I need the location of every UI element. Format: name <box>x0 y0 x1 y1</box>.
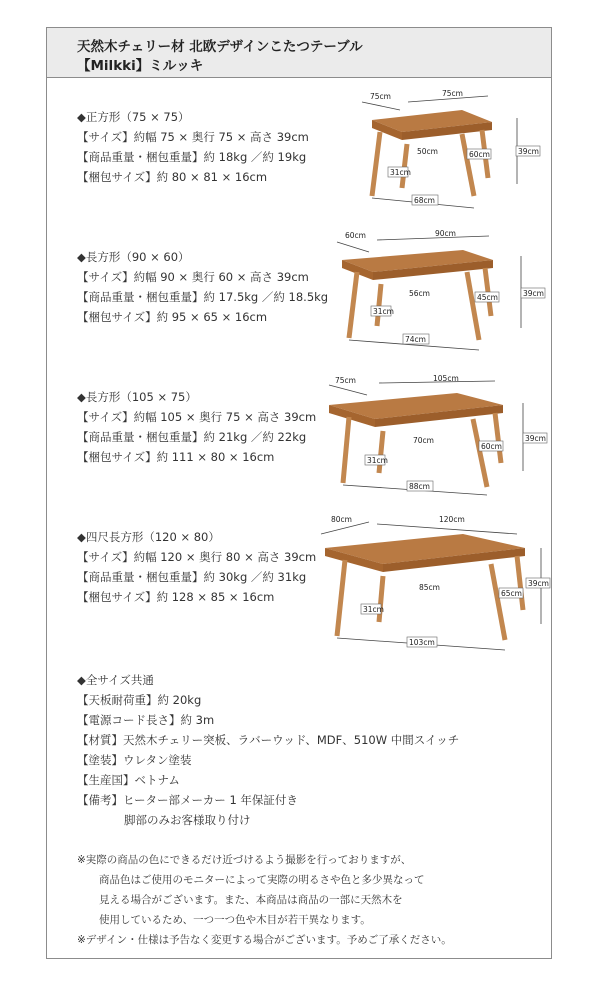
dim-depth: 80cm <box>331 515 352 524</box>
table-diagram-90x60 <box>297 226 552 351</box>
note-line: 使用しているため、一つ一つ色や木目が若干異なります。 <box>99 914 371 926</box>
dim-inner-width: 70cm <box>413 436 434 445</box>
origin-line: 【生産国】ベトナム <box>77 773 180 787</box>
size-line: 【サイズ】約幅 120 × 奥行 80 × 高さ 39cm <box>77 550 317 564</box>
spec-block-75x75 <box>77 107 309 187</box>
spec-block-120x80 <box>77 527 316 607</box>
note-line: ※実際の商品の色にできるだけ近づけるよう撮影を行っておりますが、 <box>77 854 412 866</box>
note-line: 見える場合がございます。また、本商品は商品の一部に天然木を <box>99 894 403 906</box>
dim-width: 90cm <box>435 229 456 238</box>
remarks-line-2: 脚部のみお客様取り付け <box>124 813 251 827</box>
spec-block-105x75 <box>77 387 316 467</box>
table-diagram-120x80 <box>287 512 552 652</box>
table-diagram-105x75 <box>287 371 552 496</box>
package-line: 【梱包サイズ】約 80 × 81 × 16cm <box>77 170 268 184</box>
dim-leg-height: 31cm <box>373 307 394 316</box>
dim-inner-depth: 60cm <box>481 442 502 451</box>
weight-line: 【商品重量・梱包重量】約 21kg ／約 22kg <box>77 430 307 444</box>
product-name: 【Milkki】ミルッキ <box>77 58 204 74</box>
dim-depth: 75cm <box>370 92 391 101</box>
model-heading: ◆長方形（90 × 60） <box>77 250 190 264</box>
dim-width: 75cm <box>442 89 463 98</box>
size-line: 【サイズ】約幅 90 × 奥行 60 × 高さ 39cm <box>77 270 309 284</box>
dim-inner-width: 50cm <box>417 147 438 156</box>
dim-height: 39cm <box>518 147 539 156</box>
dim-width: 105cm <box>433 374 459 383</box>
package-line: 【梱包サイズ】約 128 × 85 × 16cm <box>77 590 275 604</box>
table-leg <box>462 134 474 196</box>
dim-depth: 75cm <box>335 376 356 385</box>
dim-width: 120cm <box>439 515 465 524</box>
table-leg <box>372 132 380 196</box>
dim-height: 39cm <box>525 434 546 443</box>
model-heading: ◆正方形（75 × 75） <box>77 110 190 124</box>
weight-line: 【商品重量・梱包重量】約 30kg ／約 31kg <box>77 570 307 584</box>
weight-line: 【商品重量・梱包重量】約 18kg ／約 19kg <box>77 150 307 164</box>
dim-height: 39cm <box>528 579 549 588</box>
dim-leg-height: 31cm <box>390 168 411 177</box>
dim-height: 39cm <box>523 289 544 298</box>
weight-line: 【商品重量・梱包重量】約 17.5kg ／約 18.5kg <box>77 290 329 304</box>
dim-depth: 60cm <box>345 231 366 240</box>
table-leg <box>402 144 407 188</box>
dim-inner-depth: 65cm <box>501 589 522 598</box>
dim-leg-height: 31cm <box>367 456 388 465</box>
note-line: 商品色はご使用のモニターによって実際の明るさや色と多少異なって <box>99 874 425 886</box>
disclaimer-notes <box>77 850 452 950</box>
dim-base: 74cm <box>405 335 426 344</box>
dim-inner-width: 56cm <box>409 289 430 298</box>
cord-line: 【電源コード長さ】約 3m <box>77 713 215 727</box>
title-header <box>47 28 551 78</box>
model-heading: ◆長方形（105 × 75） <box>77 390 197 404</box>
common-heading: ◆全サイズ共通 <box>77 673 154 687</box>
note-line: ※デザイン・仕様は予告なく変更する場合がございます。予めご了承ください。 <box>77 934 452 946</box>
dim-leg-height: 31cm <box>363 605 384 614</box>
model-heading: ◆四尺長方形（120 × 80） <box>77 530 220 544</box>
spec-block-90x60 <box>77 247 328 327</box>
dim-inner-width: 85cm <box>419 583 440 592</box>
spec-frame <box>46 27 552 959</box>
dim-base: 103cm <box>409 638 435 647</box>
dim-inner-depth: 60cm <box>469 150 490 159</box>
size-line: 【サイズ】約幅 105 × 奥行 75 × 高さ 39cm <box>77 410 317 424</box>
dim-base: 68cm <box>414 196 435 205</box>
package-line: 【梱包サイズ】約 111 × 80 × 16cm <box>77 450 275 464</box>
finish-line: 【塗装】ウレタン塗装 <box>77 753 192 767</box>
size-line: 【サイズ】約幅 75 × 奥行 75 × 高さ 39cm <box>77 130 309 144</box>
material-line: 【材質】天然木チェリー突板、ラバーウッド、MDF、510W 中間スイッチ <box>77 733 460 747</box>
dim-base: 88cm <box>409 482 430 491</box>
table-diagram-75x75 <box>312 88 552 218</box>
load-line: 【天板耐荷重】約 20kg <box>77 693 202 707</box>
package-line: 【梱包サイズ】約 95 × 65 × 16cm <box>77 310 268 324</box>
page-title: 天然木チェリー材 北欧デザインこたつテーブル <box>77 39 363 55</box>
remarks-line: 【備考】ヒーター部メーカー 1 年保証付き <box>77 793 298 807</box>
common-specs <box>77 670 459 830</box>
dim-inner-depth: 45cm <box>477 293 498 302</box>
